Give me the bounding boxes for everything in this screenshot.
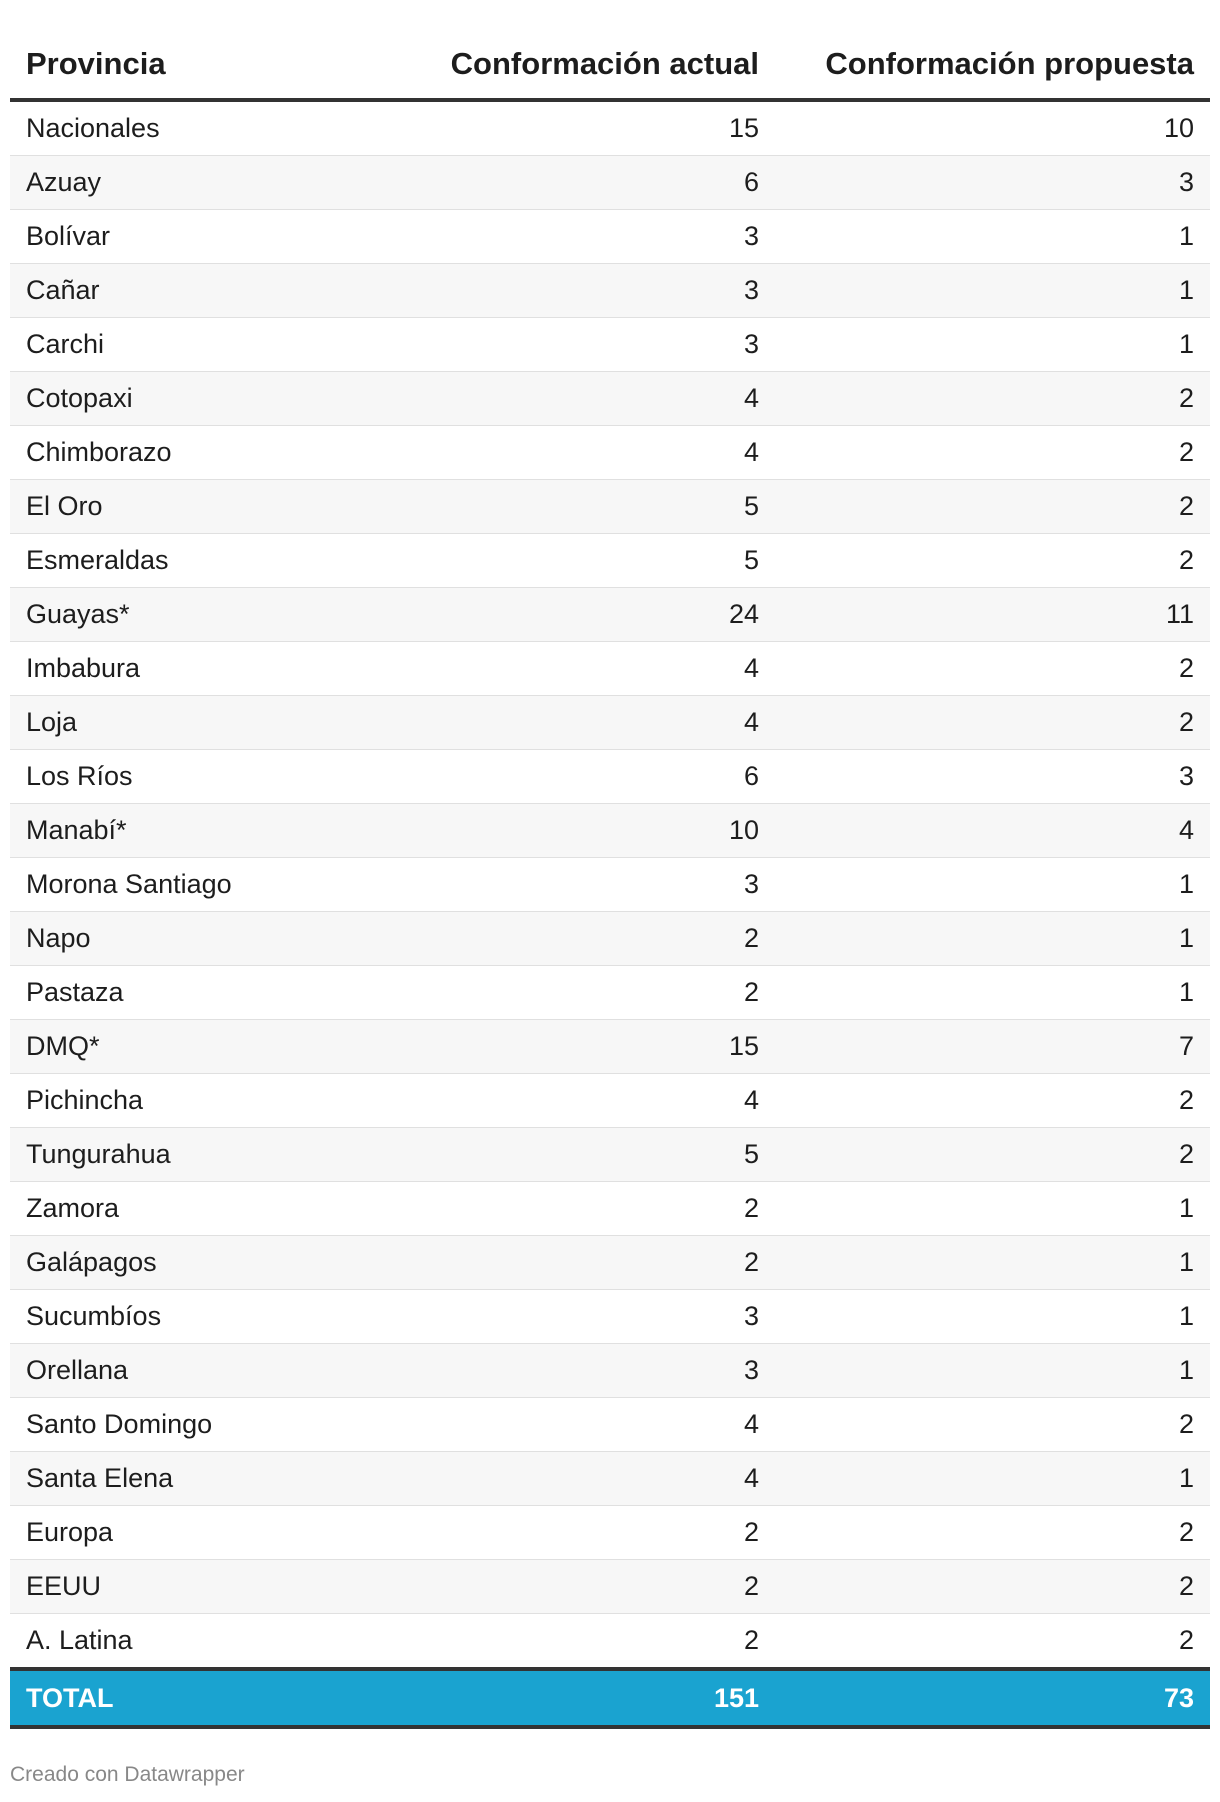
proposed-value-cell: 1 (775, 1344, 1210, 1398)
table-row (10, 1344, 1210, 1398)
proposed-value-cell: 2 (775, 534, 1210, 588)
actual-value-cell: 4 (400, 1452, 775, 1506)
total-actual: 151 (400, 1669, 775, 1727)
province-cell: Sucumbíos (10, 1290, 400, 1344)
proposed-value-cell: 2 (775, 696, 1210, 750)
province-cell: Napo (10, 912, 400, 966)
actual-value-cell: 3 (400, 1290, 775, 1344)
table-row (10, 1020, 1210, 1074)
actual-value-cell: 24 (400, 588, 775, 642)
actual-value-cell: 5 (400, 480, 775, 534)
proposed-value-cell: 2 (775, 426, 1210, 480)
proposed-value-cell: 2 (775, 372, 1210, 426)
province-cell: Azuay (10, 156, 400, 210)
actual-value-cell: 3 (400, 318, 775, 372)
table-row (10, 210, 1210, 264)
proposed-value-cell: 2 (775, 642, 1210, 696)
province-cell: EEUU (10, 1560, 400, 1614)
table-row (10, 156, 1210, 210)
table-row (10, 426, 1210, 480)
proposed-value-cell: 1 (775, 1290, 1210, 1344)
table-row (10, 804, 1210, 858)
table-row (10, 1398, 1210, 1452)
proposed-value-cell: 1 (775, 966, 1210, 1020)
proposed-value-cell: 10 (775, 100, 1210, 156)
actual-value-cell: 2 (400, 1560, 775, 1614)
proposed-value-cell: 2 (775, 1614, 1210, 1670)
province-cell: Manabí* (10, 804, 400, 858)
actual-value-cell: 2 (400, 1236, 775, 1290)
table-row (10, 264, 1210, 318)
proposed-value-cell: 1 (775, 210, 1210, 264)
proposed-value-cell: 3 (775, 156, 1210, 210)
province-cell: Los Ríos (10, 750, 400, 804)
province-cell: Europa (10, 1506, 400, 1560)
actual-value-cell: 2 (400, 966, 775, 1020)
column-header-propuesta[interactable]: Conformación propuesta (775, 30, 1210, 100)
actual-value-cell: 2 (400, 1506, 775, 1560)
credit-footer: Creado con Datawrapper (10, 1763, 245, 1786)
province-cell: Santa Elena (10, 1452, 400, 1506)
province-cell: Cotopaxi (10, 372, 400, 426)
province-cell: Imbabura (10, 642, 400, 696)
proposed-value-cell: 1 (775, 1182, 1210, 1236)
proposed-value-cell: 1 (775, 318, 1210, 372)
proposed-value-cell: 1 (775, 912, 1210, 966)
table-row (10, 1506, 1210, 1560)
proposed-value-cell: 2 (775, 480, 1210, 534)
province-cell: Tungurahua (10, 1128, 400, 1182)
province-cell: DMQ* (10, 1020, 400, 1074)
table-row (10, 1236, 1210, 1290)
actual-value-cell: 2 (400, 912, 775, 966)
proposed-value-cell: 1 (775, 1236, 1210, 1290)
total-propuesta: 73 (775, 1669, 1210, 1727)
actual-value-cell: 6 (400, 156, 775, 210)
actual-value-cell: 5 (400, 1128, 775, 1182)
data-table (10, 30, 1210, 1729)
proposed-value-cell: 11 (775, 588, 1210, 642)
actual-value-cell: 10 (400, 804, 775, 858)
table-row (10, 750, 1210, 804)
table-row (10, 696, 1210, 750)
actual-value-cell: 15 (400, 1020, 775, 1074)
actual-value-cell: 4 (400, 372, 775, 426)
table-row (10, 1128, 1210, 1182)
actual-value-cell: 3 (400, 264, 775, 318)
province-cell: Pichincha (10, 1074, 400, 1128)
actual-value-cell: 4 (400, 426, 775, 480)
actual-value-cell: 4 (400, 1074, 775, 1128)
table-row (10, 858, 1210, 912)
table-row (10, 534, 1210, 588)
province-cell: Guayas* (10, 588, 400, 642)
province-cell: Morona Santiago (10, 858, 400, 912)
actual-value-cell: 4 (400, 642, 775, 696)
province-cell: El Oro (10, 480, 400, 534)
actual-value-cell: 5 (400, 534, 775, 588)
actual-value-cell: 2 (400, 1614, 775, 1670)
table-body (10, 100, 1210, 1669)
table-row (10, 588, 1210, 642)
table-row (10, 480, 1210, 534)
table-row (10, 100, 1210, 156)
province-cell: Nacionales (10, 100, 400, 156)
data-table-container (10, 30, 1210, 1729)
table-row (10, 1614, 1210, 1670)
table-row (10, 912, 1210, 966)
actual-value-cell: 3 (400, 1344, 775, 1398)
proposed-value-cell: 2 (775, 1506, 1210, 1560)
actual-value-cell: 2 (400, 1182, 775, 1236)
column-header-actual[interactable]: Conformación actual (400, 30, 775, 100)
province-cell: Orellana (10, 1344, 400, 1398)
province-cell: Pastaza (10, 966, 400, 1020)
table-row (10, 966, 1210, 1020)
actual-value-cell: 6 (400, 750, 775, 804)
province-cell: Loja (10, 696, 400, 750)
table-row (10, 642, 1210, 696)
province-cell: Carchi (10, 318, 400, 372)
proposed-value-cell: 2 (775, 1560, 1210, 1614)
province-cell: A. Latina (10, 1614, 400, 1670)
actual-value-cell: 4 (400, 1398, 775, 1452)
proposed-value-cell: 2 (775, 1074, 1210, 1128)
total-row (10, 1669, 1210, 1727)
actual-value-cell: 3 (400, 210, 775, 264)
table-row (10, 1290, 1210, 1344)
actual-value-cell: 3 (400, 858, 775, 912)
header-row (10, 30, 1210, 100)
province-cell: Cañar (10, 264, 400, 318)
actual-value-cell: 15 (400, 100, 775, 156)
proposed-value-cell: 2 (775, 1398, 1210, 1452)
province-cell: Zamora (10, 1182, 400, 1236)
table-row (10, 1074, 1210, 1128)
total-label: TOTAL (10, 1669, 400, 1727)
table-row (10, 318, 1210, 372)
proposed-value-cell: 1 (775, 858, 1210, 912)
table-row (10, 1182, 1210, 1236)
table-row (10, 1452, 1210, 1506)
column-header-provincia[interactable]: Provincia (10, 30, 400, 100)
actual-value-cell: 4 (400, 696, 775, 750)
proposed-value-cell: 7 (775, 1020, 1210, 1074)
province-cell: Santo Domingo (10, 1398, 400, 1452)
province-cell: Esmeraldas (10, 534, 400, 588)
province-cell: Galápagos (10, 1236, 400, 1290)
proposed-value-cell: 4 (775, 804, 1210, 858)
proposed-value-cell: 1 (775, 1452, 1210, 1506)
proposed-value-cell: 1 (775, 264, 1210, 318)
province-cell: Chimborazo (10, 426, 400, 480)
province-cell: Bolívar (10, 210, 400, 264)
proposed-value-cell: 2 (775, 1128, 1210, 1182)
proposed-value-cell: 3 (775, 750, 1210, 804)
table-row (10, 1560, 1210, 1614)
table-row (10, 372, 1210, 426)
